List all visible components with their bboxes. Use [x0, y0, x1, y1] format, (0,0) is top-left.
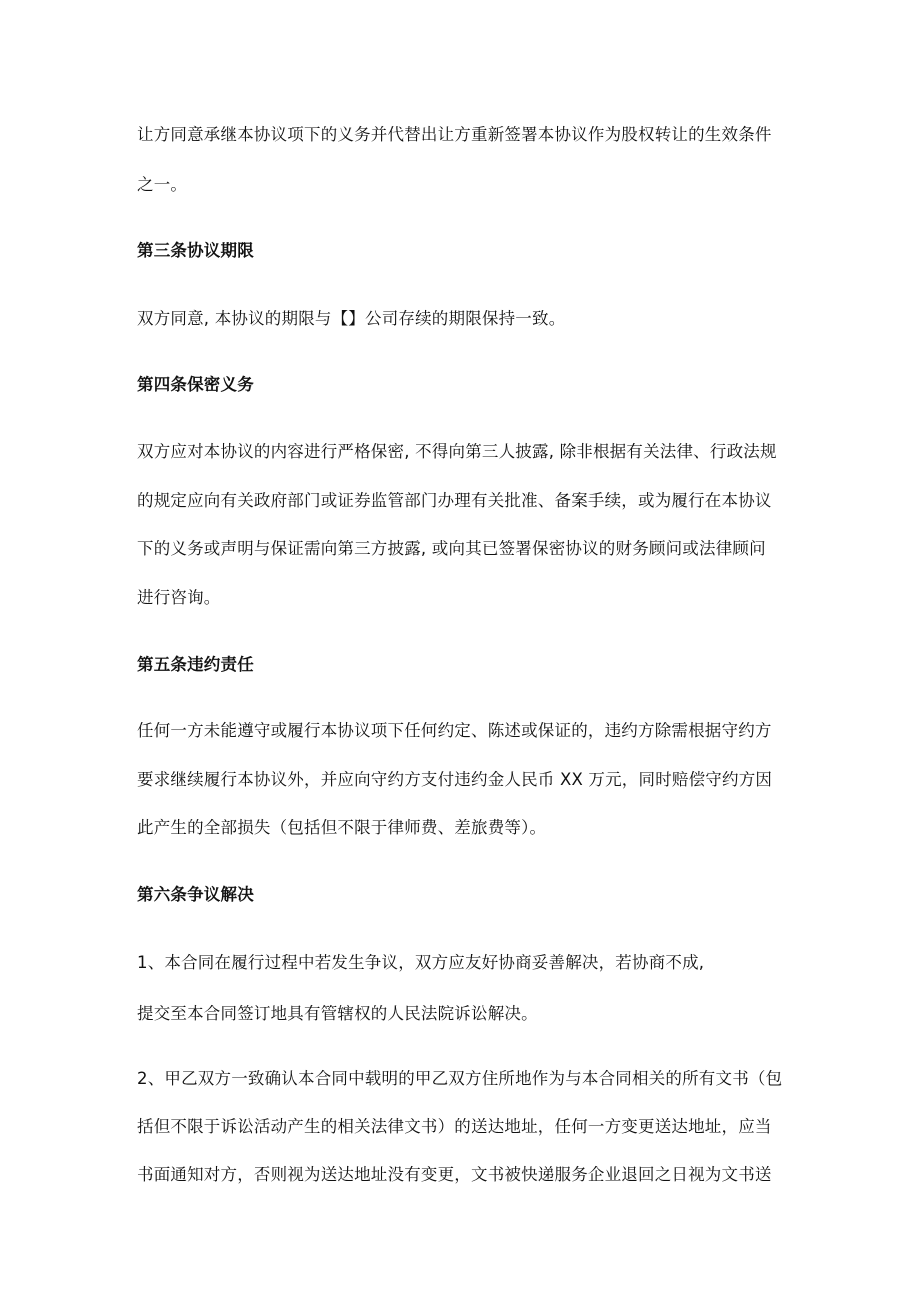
article-6-clause-2-line-3: 书面通知对方，否则视为送达地址没有变更，文书被快递服务企业退回之日视为文书送	[137, 1165, 772, 1184]
article-4-line-3: 下的义务或声明与保证需向第三方披露, 或向其已签署保密协议的财务顾问或法律顾问	[137, 539, 766, 558]
article-6-clause-2-line-1: 2、甲乙双方一致确认本合同中载明的甲乙双方住所地作为与本合同相关的所有文书（包	[137, 1069, 783, 1088]
article-6-clause-1-line-2: 提交至本合同签订地具有管辖权的人民法院诉讼解决。	[137, 1004, 538, 1023]
article-5-line-2: 要求继续履行本协议外，并应向守约方支付违约金人民币 XX 万元，同时赔偿守约方因	[137, 770, 773, 789]
article-4-heading: 第四条保密义务	[137, 375, 254, 394]
article-5-line-1: 任何一方未能遵守或履行本协议项下任何约定、陈述或保证的，违约方除需根据守约方	[137, 721, 772, 740]
article-6-clause-1-line-1: 1、本合同在履行过程中若发生争议，双方应友好协商妥善解决，若协商不成,	[137, 953, 705, 972]
article-4-line-2: 的规定应向有关政府部门或证券监管部门办理有关批准、备案手续，或为履行在本协议	[137, 491, 772, 510]
article-5-line-3: 此产生的全部损失（包括但不限于律师费、差旅费等）。	[137, 818, 547, 837]
article-3-line-1: 双方同意, 本协议的期限与【】公司存续的期限保持一致。	[137, 309, 566, 328]
article-5-heading: 第五条违约责任	[137, 655, 254, 674]
article-4-line-1: 双方应对本协议的内容进行严格保密, 不得向第三人披露, 除非根据有关法律、行政法规	[137, 442, 777, 461]
article-6-heading: 第六条争议解决	[137, 885, 254, 904]
article-6-clause-2-line-2: 括但不限于诉讼活动产生的相关法律文书）的送达地址，任何一方变更送达地址，应当	[137, 1117, 772, 1136]
intro-line-1: 让方同意承继本协议项下的义务并代替出让方重新签署本协议作为股权转让的生效条件	[137, 125, 772, 144]
intro-line-2: 之一。	[137, 175, 188, 194]
article-3-heading: 第三条协议期限	[137, 241, 254, 260]
article-4-line-4: 进行咨询。	[137, 588, 221, 607]
